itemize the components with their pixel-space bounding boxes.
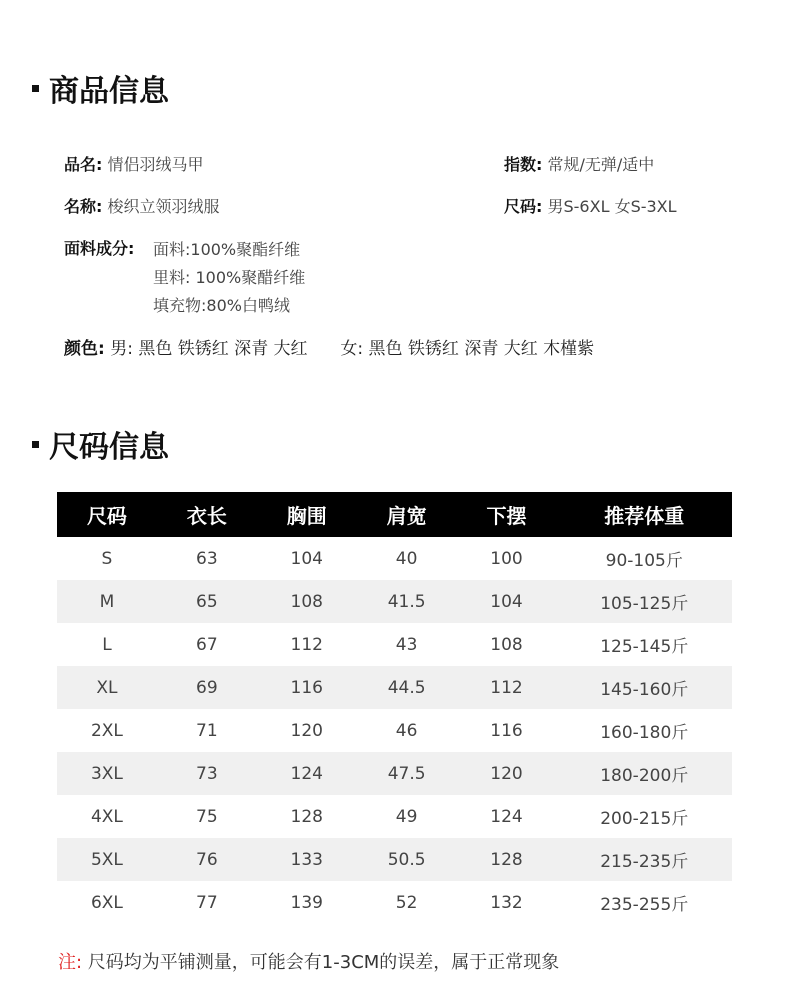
- info-row-size-range: [504, 194, 677, 217]
- info-value: 情侣羽绒马甲: [107, 155, 204, 174]
- info-row-colors: [64, 334, 594, 359]
- product-info-title: [32, 66, 169, 110]
- header-cell: 衣长: [157, 492, 257, 537]
- material-lines: [153, 236, 305, 320]
- table-cell: 120: [457, 752, 557, 795]
- table-cell: 49: [395, 806, 418, 827]
- table-cell: 112: [457, 666, 557, 709]
- table-cell: 4XL: [90, 806, 123, 827]
- info-value: 常规/无弹/适中: [547, 155, 655, 174]
- table-cell: 105-125斤: [557, 580, 733, 623]
- info-key: 指数:: [504, 155, 543, 174]
- colors-male: 男: 黑色 铁锈红 深青 大红: [110, 339, 308, 359]
- table-cell: 47.5: [357, 752, 457, 795]
- table-cell: 6XL: [90, 892, 123, 913]
- table-row: [57, 666, 732, 709]
- table-row: [57, 795, 732, 838]
- header-cell: 下摆: [457, 492, 557, 537]
- table-cell: 235-255斤: [600, 895, 689, 915]
- table-cell: L: [102, 634, 112, 655]
- table-cell: 90-105斤: [605, 551, 683, 571]
- info-key: 名称:: [64, 197, 103, 216]
- info-key: 尺码:: [504, 197, 543, 216]
- table-cell: M: [57, 580, 157, 623]
- table-cell: 124: [490, 806, 523, 827]
- table-cell: 133: [257, 838, 357, 881]
- colors-female: 女: 黑色 铁锈红 深青 大红 木槿紫: [340, 339, 595, 359]
- table-cell: 73: [157, 752, 257, 795]
- size-info-title: [32, 422, 169, 466]
- title-bullet-icon: [32, 85, 39, 92]
- product-info-title-text: 商品信息: [49, 74, 169, 109]
- material-line: 填充物:80%白鸭绒: [153, 296, 290, 315]
- table-cell: 112: [290, 634, 323, 655]
- header-cell: 尺码: [57, 492, 157, 537]
- header-cell: 胸围: [257, 492, 357, 537]
- info-key: 颜色:: [64, 339, 105, 359]
- table-cell: 46: [395, 720, 418, 741]
- table-row: [57, 537, 732, 580]
- size-table-header-row: [57, 492, 732, 537]
- info-row-index: [504, 152, 654, 175]
- table-cell: 77: [196, 892, 218, 913]
- table-cell: 63: [196, 548, 218, 569]
- table-cell: 67: [196, 634, 218, 655]
- material-line: 里料: 100%聚醋纤维: [153, 268, 306, 287]
- measurement-note: [58, 948, 559, 974]
- info-row-product-name: [64, 152, 204, 175]
- table-cell: 139: [290, 892, 323, 913]
- table-row: [57, 881, 732, 924]
- table-row: [57, 580, 732, 623]
- info-row-material: [64, 236, 134, 259]
- table-cell: 116: [257, 666, 357, 709]
- table-cell: 132: [490, 892, 523, 913]
- info-row-name: [64, 194, 220, 217]
- info-key: 面料成分:: [64, 239, 135, 258]
- table-cell: 125-145斤: [600, 637, 689, 657]
- table-cell: 65: [157, 580, 257, 623]
- table-cell: 120: [290, 720, 323, 741]
- table-row: [57, 838, 732, 881]
- table-cell: 124: [257, 752, 357, 795]
- table-cell: 200-215斤: [600, 809, 689, 829]
- size-table: [57, 492, 732, 924]
- table-cell: 43: [395, 634, 418, 655]
- table-cell: 104: [457, 580, 557, 623]
- table-cell: 145-160斤: [557, 666, 733, 709]
- note-label: 注:: [58, 952, 83, 973]
- table-cell: 69: [157, 666, 257, 709]
- table-cell: 75: [196, 806, 218, 827]
- table-cell: 180-200斤: [557, 752, 733, 795]
- table-cell: 52: [395, 892, 418, 913]
- table-cell: XL: [57, 666, 157, 709]
- info-value: 男S-6XL 女S-3XL: [547, 197, 677, 216]
- table-cell: 41.5: [357, 580, 457, 623]
- table-row: [57, 709, 732, 752]
- table-cell: 50.5: [357, 838, 457, 881]
- header-cell: 推荐体重: [557, 492, 733, 537]
- header-cell: 肩宽: [357, 492, 457, 537]
- info-key: 品名:: [64, 155, 103, 174]
- size-info-title-text: 尺码信息: [49, 430, 169, 465]
- table-cell: 108: [257, 580, 357, 623]
- info-value: 梭织立领羽绒服: [107, 197, 220, 216]
- table-cell: 160-180斤: [600, 723, 689, 743]
- table-cell: 215-235斤: [557, 838, 733, 881]
- table-cell: S: [101, 548, 113, 569]
- table-cell: 5XL: [57, 838, 157, 881]
- note-text: 尺码均为平铺测量，可能会有1-3CM的误差，属于正常现象: [82, 952, 560, 973]
- table-cell: 128: [457, 838, 557, 881]
- table-cell: 108: [490, 634, 523, 655]
- table-cell: 3XL: [57, 752, 157, 795]
- table-cell: 76: [157, 838, 257, 881]
- table-cell: 116: [490, 720, 523, 741]
- table-cell: 100: [490, 548, 523, 569]
- table-cell: 44.5: [357, 666, 457, 709]
- material-line: 面料:100%聚酯纤维: [153, 240, 301, 259]
- table-cell: 40: [395, 548, 418, 569]
- table-row: [57, 623, 732, 666]
- table-row: [57, 752, 732, 795]
- table-cell: 128: [290, 806, 323, 827]
- table-cell: 71: [196, 720, 218, 741]
- table-cell: 104: [290, 548, 323, 569]
- title-bullet-icon: [32, 441, 39, 448]
- table-cell: 2XL: [90, 720, 123, 741]
